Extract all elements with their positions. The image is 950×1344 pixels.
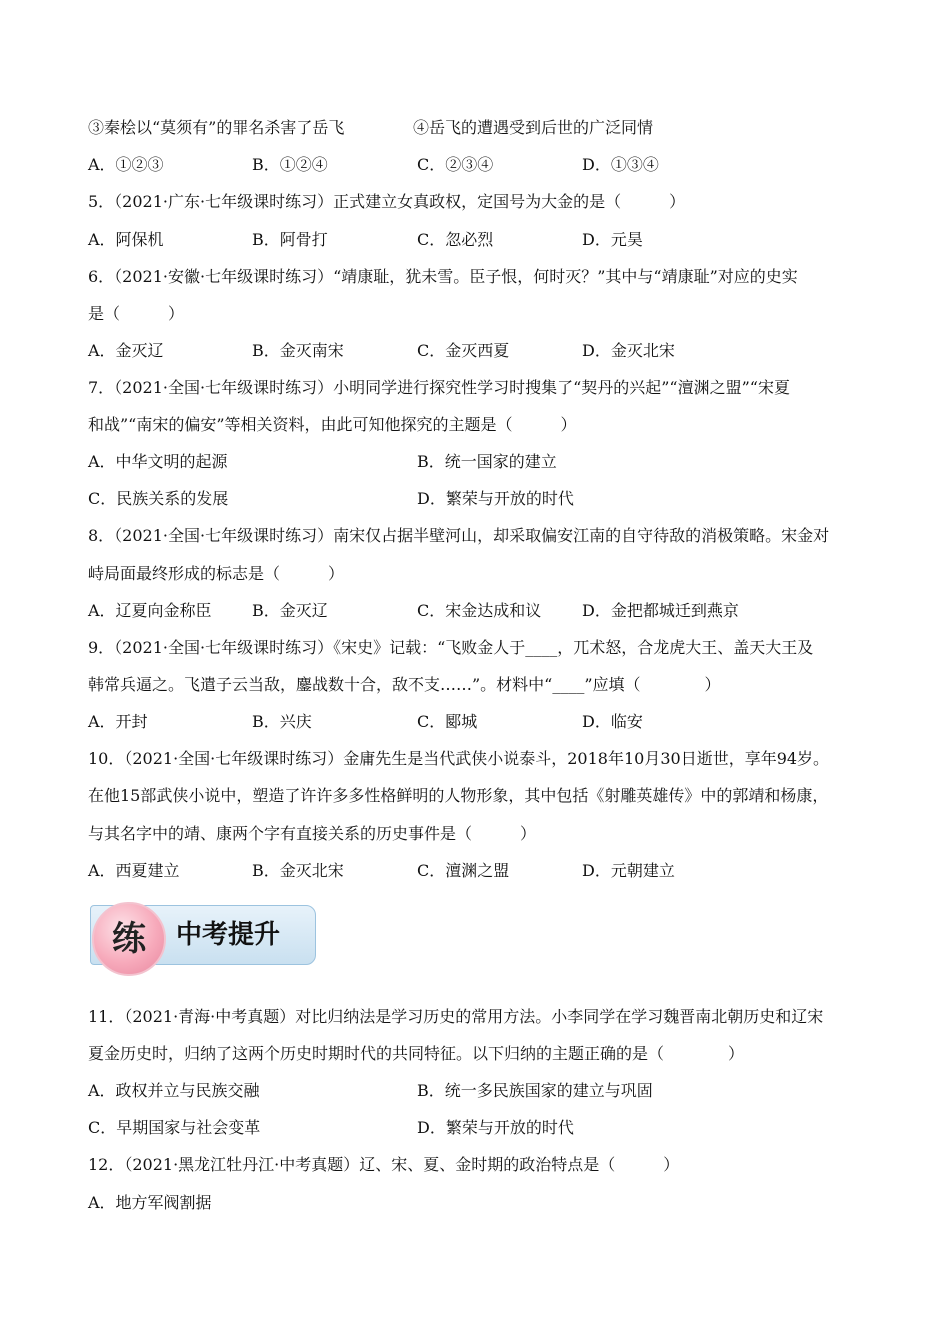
option-b: B．金灭北宋 bbox=[252, 861, 344, 880]
option-a: A．中华文明的起源 bbox=[88, 452, 228, 471]
option-a: A．阿保机 bbox=[88, 230, 164, 249]
option-b: B．金灭南宋 bbox=[252, 341, 344, 360]
option-b: B．阿骨打 bbox=[252, 230, 328, 249]
option-d: D．金把都城迁到燕京 bbox=[582, 601, 739, 620]
question-10: 10．（2021·全国·七年级课时练习）金庸先生是当代武侠小说泰斗，2018年10月30日逝世，享年94岁。 bbox=[88, 749, 830, 768]
section-title: 中考提升 bbox=[176, 920, 281, 950]
option-a: A．①②③ bbox=[88, 155, 164, 174]
option-b: B．兴庆 bbox=[252, 712, 312, 731]
question-9-cont: 韩常兵逼之。飞遣子云当敌，鏖战数十合，敌不支……”。材料中“____”应填（ ） bbox=[88, 675, 721, 694]
banner-badge: 练 bbox=[92, 902, 166, 976]
option-b: B．统一国家的建立 bbox=[417, 452, 557, 471]
option-d: D．元昊 bbox=[582, 230, 643, 249]
question-5: 5．（2021·广东·七年级课时练习）正式建立女真政权，定国号为大金的是（ ） bbox=[88, 192, 686, 211]
question-10-cont-1: 在他15部武侠小说中，塑造了许许多多性格鲜明的人物形象，其中包括《射雕英雄传》中的郭靖和杨康， bbox=[88, 786, 829, 805]
option-d: D．①③④ bbox=[582, 155, 659, 174]
question-6: 6．（2021·安徽·七年级课时练习）“靖康耻，犹未雪。臣子恨，何时灭？”其中与“靖康耻”对应的史实 bbox=[88, 267, 798, 286]
question-7-cont: 和战”“南宋的偏安”等相关资料，由此可知他探究的主题是（ ） bbox=[88, 415, 577, 434]
question-12: 12．（2021·黑龙江牡丹江·中考真题）辽、宋、夏、金时期的政治特点是（ ） bbox=[88, 1155, 680, 1174]
option-c: C．宋金达成和议 bbox=[417, 601, 542, 620]
option-d: D．金灭北宋 bbox=[582, 341, 675, 360]
section-banner bbox=[90, 905, 316, 965]
statement-3: ③秦桧以“莫须有”的罪名杀害了岳飞 bbox=[88, 118, 345, 137]
question-8: 8．（2021·全国·七年级课时练习）南宋仅占据半壁河山，却采取偏安江南的自守待敌的消极策略。宋金对 bbox=[88, 526, 830, 545]
option-a: A．开封 bbox=[88, 712, 148, 731]
option-d: D．元朝建立 bbox=[582, 861, 675, 880]
option-c: C．②③④ bbox=[417, 155, 494, 174]
option-a: A．辽夏向金称臣 bbox=[88, 601, 212, 620]
option-b: B．金灭辽 bbox=[252, 601, 328, 620]
option-a: A．政权并立与民族交融 bbox=[88, 1081, 260, 1100]
option-c: C．澶渊之盟 bbox=[417, 861, 510, 880]
option-c: C．郾城 bbox=[417, 712, 478, 731]
question-8-cont: 峙局面最终形成的标志是（ ） bbox=[88, 564, 345, 583]
question-10-cont-2: 与其名字中的靖、康两个字有直接关系的历史事件是（ ） bbox=[88, 824, 537, 843]
option-c: C．金灭西夏 bbox=[417, 341, 510, 360]
option-b: B．①②④ bbox=[252, 155, 328, 174]
option-a: A．金灭辽 bbox=[88, 341, 164, 360]
option-b: B．统一多民族国家的建立与巩固 bbox=[417, 1081, 653, 1100]
option-d: D．繁荣与开放的时代 bbox=[417, 489, 574, 508]
question-11-cont: 夏金历史时，归纳了这两个历史时期时代的共同特征。以下归纳的主题正确的是（ ） bbox=[88, 1044, 745, 1063]
option-c: C．早期国家与社会变革 bbox=[88, 1118, 261, 1137]
option-a: A．地方军阀割据 bbox=[88, 1193, 212, 1212]
option-c: C．忽必烈 bbox=[417, 230, 494, 249]
option-d: D．临安 bbox=[582, 712, 643, 731]
question-9: 9．（2021·全国·七年级课时练习）《宋史》记载：“飞败金人于____，兀术怒，合龙虎大王、盖天大王及 bbox=[88, 638, 814, 657]
question-11: 11．（2021·青海·中考真题）对比归纳法是学习历史的常用方法。小李同学在学习魏晋南北朝历史和辽宋 bbox=[88, 1007, 824, 1026]
option-a: A．西夏建立 bbox=[88, 861, 180, 880]
statement-4: ④岳飞的遭遇受到后世的广泛同情 bbox=[413, 118, 654, 137]
option-c: C．民族关系的发展 bbox=[88, 489, 229, 508]
question-7: 7．（2021·全国·七年级课时练习）小明同学进行探究性学习时搜集了“契丹的兴起”“澶渊之盟”“宋夏 bbox=[88, 378, 790, 397]
option-d: D．繁荣与开放的时代 bbox=[417, 1118, 574, 1137]
question-6-cont: 是（ ） bbox=[88, 304, 185, 323]
